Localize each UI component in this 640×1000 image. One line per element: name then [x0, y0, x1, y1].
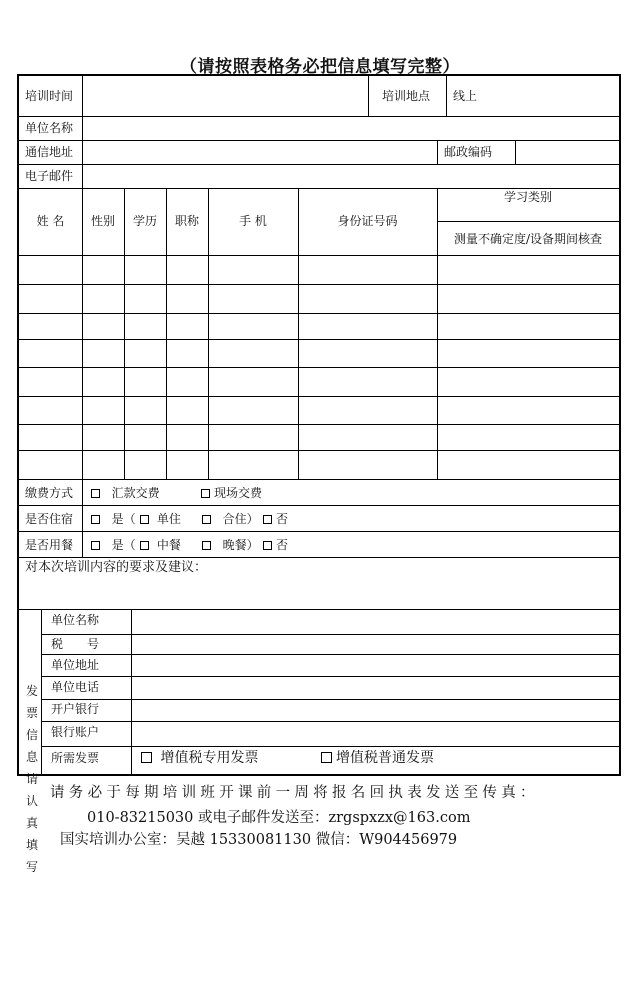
col-divider: [131, 609, 132, 774]
row-divider: [41, 721, 619, 722]
row-divider: [41, 699, 619, 700]
checkbox-icon: [201, 489, 210, 498]
suggestion-label: 对本次培训内容的要求及建议：: [25, 560, 208, 575]
train-location-value: 线上: [453, 89, 478, 103]
checkbox-icon: [141, 752, 152, 763]
lodging-shared-label: 合住）: [222, 512, 259, 526]
invoice-normal-option[interactable]: [321, 751, 434, 765]
invoice-org-name-label: 单位名称: [51, 613, 100, 627]
side-char: 信: [25, 728, 38, 742]
footer-line2: 010-83215030 或电子邮件发送至：zrgspxzx@163.com: [87, 810, 471, 826]
checkbox-icon: [263, 541, 272, 550]
meal-lunch-label: 中餐: [156, 538, 181, 552]
invoice-side-label: [25, 680, 39, 878]
col-divider: [82, 188, 83, 479]
meal-dinner-label: 晚餐）: [222, 538, 259, 552]
payment-label: 缴费方式: [25, 486, 74, 500]
checkbox-icon: [202, 515, 211, 524]
row-divider: [19, 505, 619, 506]
lodging-single-option[interactable]: [140, 512, 181, 526]
meal-no-option[interactable]: [263, 538, 288, 552]
side-char: 写: [25, 860, 38, 874]
row-divider: [19, 255, 619, 256]
side-char: 真: [25, 816, 38, 830]
payment-onsite-label: 现场交费: [214, 486, 263, 500]
postcode-label: 邮政编码: [444, 145, 493, 159]
col-divider: [368, 76, 369, 116]
col-divider: [515, 140, 516, 164]
invoice-tax-id-label: 税 号: [51, 637, 100, 651]
col-divider: [298, 188, 299, 479]
checkbox-icon: [91, 541, 100, 550]
side-char: 填: [25, 838, 38, 852]
col-divider: [124, 188, 125, 479]
invoice-bank-label: 开户银行: [51, 702, 100, 716]
invoice-type-label: 所需发票: [51, 751, 100, 765]
org-name-label: 单位名称: [25, 121, 74, 135]
checkbox-icon: [263, 515, 272, 524]
invoice-account-label: 银行账户: [51, 725, 100, 739]
meal-yes-label: 是（: [111, 538, 136, 552]
col-mobile: 手 机: [239, 214, 267, 228]
row-divider: [19, 557, 619, 558]
row-divider: [19, 609, 619, 610]
row-divider: [19, 450, 619, 451]
checkbox-icon: [91, 515, 100, 524]
lodging-yes-option[interactable]: [91, 512, 136, 526]
col-divider: [166, 188, 167, 479]
side-char: 票: [25, 706, 38, 720]
row-divider: [19, 479, 619, 480]
payment-onsite-option[interactable]: [201, 486, 262, 500]
side-char: 发: [25, 684, 38, 698]
col-course: 测量不确定度/设备期间核查: [453, 232, 603, 246]
col-name: 姓 名: [36, 214, 65, 228]
payment-remit-label: 汇款交费: [111, 486, 160, 500]
row-divider: [19, 313, 619, 314]
col-divider: [208, 188, 209, 479]
col-divider: [82, 76, 83, 188]
col-education: 学历: [132, 214, 157, 228]
checkbox-icon: [202, 541, 211, 550]
train-time-label: 培训时间: [25, 89, 74, 103]
invoice-special-option[interactable]: [141, 751, 258, 765]
lodging-shared-option[interactable]: [202, 512, 259, 526]
row-divider: [19, 424, 619, 425]
checkbox-icon: [321, 752, 332, 763]
col-divider: [41, 609, 42, 774]
checkbox-icon: [140, 515, 149, 524]
page-title: （请按照表格务必把信息填写完整）: [180, 57, 460, 77]
meal-dinner-option[interactable]: [202, 538, 259, 552]
invoice-special-label: 增值税专用发票: [160, 750, 259, 766]
row-divider: [41, 746, 619, 747]
row-divider: [19, 284, 619, 285]
meal-no-label: 否: [276, 538, 289, 552]
row-divider: [41, 654, 619, 655]
checkbox-icon: [140, 541, 149, 550]
row-divider: [437, 221, 619, 222]
lodging-yes-label: 是（: [111, 512, 136, 526]
row-divider: [19, 367, 619, 368]
meal-lunch-option[interactable]: [140, 538, 181, 552]
train-location-label: 培训地点: [382, 89, 431, 103]
row-divider: [19, 116, 619, 117]
footer-line3: 国实培训办公室：吴越 15330081130 微信：W904456979: [60, 832, 458, 848]
col-study-type: 学习类别: [503, 190, 552, 204]
row-divider: [41, 634, 619, 635]
lodging-label: 是否住宿: [25, 512, 74, 526]
lodging-single-label: 单住: [156, 512, 181, 526]
meal-label: 是否用餐: [25, 538, 74, 552]
invoice-phone-label: 单位电话: [51, 680, 100, 694]
col-title: 职称: [174, 214, 199, 228]
col-id-number: 身份证号码: [337, 214, 398, 228]
footer-line1: 请务必于每期培训班开课前一周将报名回执表发送至传真：: [50, 785, 539, 801]
payment-remit-option[interactable]: [91, 486, 160, 500]
row-divider: [19, 188, 619, 189]
address-label: 通信地址: [25, 145, 74, 159]
row-divider: [19, 339, 619, 340]
col-divider: [437, 140, 438, 164]
email-label: 电子邮件: [25, 169, 74, 183]
invoice-address-label: 单位地址: [51, 658, 100, 672]
side-char: 息: [25, 750, 38, 764]
lodging-no-label: 否: [276, 512, 289, 526]
row-divider: [19, 140, 619, 141]
row-divider: [19, 164, 619, 165]
meal-yes-option[interactable]: [91, 538, 136, 552]
row-divider: [19, 396, 619, 397]
col-gender: 性别: [90, 214, 115, 228]
lodging-no-option[interactable]: [263, 512, 288, 526]
side-char: 请: [25, 772, 38, 786]
checkbox-icon: [91, 489, 100, 498]
row-divider: [19, 531, 619, 532]
col-divider: [446, 76, 447, 116]
invoice-normal-label: 增值税普通发票: [336, 750, 434, 766]
col-divider: [82, 479, 83, 557]
side-char: 认: [25, 794, 38, 808]
row-divider: [41, 676, 619, 677]
